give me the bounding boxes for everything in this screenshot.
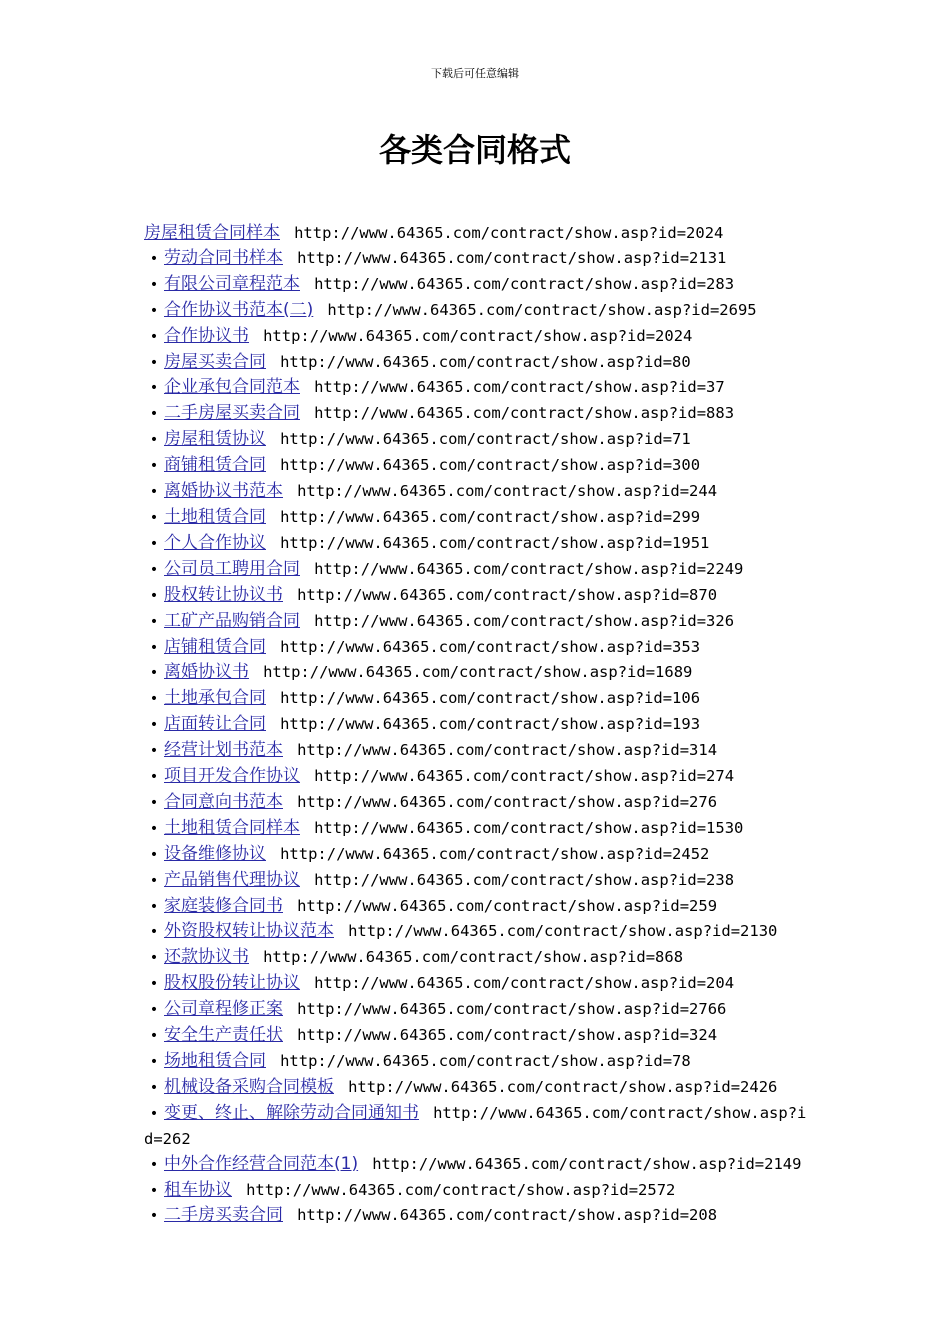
- contract-url: http://www.64365.com/contract/show.asp?id=2452: [280, 844, 710, 863]
- contract-list-item: [144, 324, 814, 350]
- contract-url: http://www.64365.com/contract/show.asp?id=326: [314, 611, 735, 630]
- contract-link[interactable]: 股权转让协议书: [164, 584, 283, 605]
- contract-list-item: [144, 221, 814, 246]
- contract-url: http://www.64365.com/contract/show.asp?id=276: [297, 792, 718, 811]
- bullet-icon: •: [149, 1105, 159, 1122]
- contract-url: http://www.64365.com/contract/show.asp?id=259: [297, 896, 718, 915]
- bullet-icon: •: [149, 613, 159, 630]
- contract-list-item: [144, 790, 814, 816]
- contract-list-item: [144, 894, 814, 920]
- contract-url: http://www.64365.com/contract/show.asp?id=2131: [297, 248, 727, 267]
- contract-list-item: [144, 686, 814, 712]
- contract-link[interactable]: 产品销售代理协议: [164, 869, 300, 890]
- contract-link[interactable]: 变更、终止、解除劳动合同通知书: [164, 1102, 419, 1123]
- bullet-icon: •: [149, 769, 159, 786]
- contract-link[interactable]: 合作协议书: [164, 325, 249, 346]
- bullet-icon: •: [149, 743, 159, 760]
- bullet-icon: •: [149, 535, 159, 552]
- contract-list-item: [144, 1023, 814, 1049]
- contract-list-item: [144, 842, 814, 868]
- bullet-icon: •: [149, 380, 159, 397]
- contract-url: http://www.64365.com/contract/show.asp?id=1530: [314, 818, 744, 837]
- bullet-icon: •: [149, 458, 159, 475]
- bullet-icon: •: [149, 872, 159, 889]
- contract-list-item: [144, 764, 814, 790]
- bullet-icon: •: [149, 276, 159, 293]
- contract-url: http://www.64365.com/contract/show.asp?id=300: [280, 456, 701, 475]
- page-header-note: 下载后可任意编辑: [431, 67, 519, 80]
- contract-list-item: [144, 375, 814, 401]
- bullet-icon: •: [149, 1028, 159, 1045]
- contract-list-item: [144, 246, 814, 272]
- contract-list-item: [144, 945, 814, 971]
- contract-link[interactable]: 中外合作经营合同范本(1): [164, 1153, 359, 1174]
- contract-list-item: [144, 816, 814, 842]
- contract-url: http://www.64365.com/contract/show.asp?id=2024: [263, 326, 693, 345]
- contract-link[interactable]: 公司员工聘用合同: [164, 558, 300, 579]
- contract-url: http://www.64365.com/contract/show.asp?id=71: [280, 430, 691, 449]
- contract-link[interactable]: 机械设备采购合同模板: [164, 1076, 334, 1097]
- contract-list-item: [144, 427, 814, 453]
- contract-url: http://www.64365.com/contract/show.asp?id=106: [280, 689, 701, 708]
- contract-list-item: [144, 868, 814, 894]
- bullet-icon: •: [149, 406, 159, 423]
- bullet-icon: •: [149, 1054, 159, 1070]
- contract-url: http://www.64365.com/contract/show.asp?id=2426: [348, 1077, 778, 1096]
- bullet-icon: •: [149, 665, 159, 682]
- contract-list-item: [144, 557, 814, 583]
- contract-link[interactable]: 土地承包合同: [164, 688, 266, 709]
- contract-list-item: [144, 583, 814, 609]
- bullet-icon: •: [149, 1079, 159, 1096]
- contract-list-item: [144, 635, 814, 661]
- document-title: 各类合同格式: [378, 131, 571, 169]
- contract-url: http://www.64365.com/contract/show.asp?id=299: [280, 507, 701, 526]
- contract-url: http://www.64365.com/contract/show.asp?id=208: [297, 1206, 718, 1225]
- bullet-icon: •: [149, 924, 159, 941]
- contract-link[interactable]: 房屋买卖合同: [164, 351, 266, 372]
- contract-url: http://www.64365.com/contract/show.asp?id=2695: [327, 300, 757, 319]
- contract-link[interactable]: 商铺租赁合同: [164, 455, 266, 476]
- contract-url: http://www.64365.com/contract/show.asp?id=37: [314, 378, 725, 397]
- contract-link[interactable]: 土地租赁合同: [164, 506, 266, 527]
- bullet-icon: •: [149, 587, 159, 604]
- contract-url: http://www.64365.com/contract/show.asp?id=80: [280, 352, 691, 371]
- bullet-icon: •: [149, 432, 159, 449]
- bullet-icon: •: [149, 1156, 159, 1173]
- contract-list-item: [144, 1075, 814, 1101]
- contract-link[interactable]: 公司章程修正案: [164, 999, 283, 1020]
- contract-link[interactable]: 项目开发合作协议: [164, 766, 300, 787]
- contract-url: http://www.64365.com/contract/show.asp?id=244: [297, 482, 718, 501]
- contract-list-item: [144, 738, 814, 764]
- contract-list-item: [144, 479, 814, 505]
- contract-list-item: [144, 1101, 814, 1152]
- contract-link[interactable]: 场地租赁合同: [164, 1051, 266, 1071]
- contract-link[interactable]: 家庭装修合同书: [164, 895, 283, 916]
- contract-url: http://www.64365.com/contract/show.asp?id=883: [314, 404, 735, 423]
- bullet-icon: •: [149, 950, 159, 967]
- bullet-icon: •: [149, 794, 159, 811]
- contract-link[interactable]: 股权股份转让协议: [164, 973, 300, 994]
- contract-list-item: [144, 1178, 814, 1204]
- contract-link[interactable]: 二手房屋买卖合同: [164, 403, 300, 424]
- contract-list-item: [144, 1049, 814, 1075]
- bullet-icon: •: [149, 691, 159, 708]
- bullet-icon: •: [149, 250, 159, 267]
- contract-link[interactable]: 有限公司章程范本: [164, 273, 300, 294]
- contract-link[interactable]: 房屋租赁协议: [164, 429, 266, 450]
- contract-url: http://www.64365.com/contract/show.asp?id=204: [314, 974, 735, 993]
- contract-link[interactable]: 二手房买卖合同: [164, 1205, 283, 1226]
- contract-url: http://www.64365.com/contract/show.asp?id=2249: [314, 559, 744, 578]
- bullet-icon: •: [149, 717, 159, 734]
- contract-link[interactable]: 离婚协议书范本: [164, 481, 283, 502]
- contract-list-item: [144, 350, 814, 376]
- contract-link[interactable]: 经营计划书范本: [164, 740, 283, 761]
- bullet-icon: •: [149, 898, 159, 915]
- contract-list-item: [144, 453, 814, 479]
- contract-link[interactable]: 店面转让合同: [164, 714, 266, 735]
- contract-url: http://www.64365.com/contract/show.asp?id=870: [297, 585, 718, 604]
- contract-list-item: [144, 272, 814, 298]
- bullet-icon: •: [149, 1002, 159, 1019]
- bullet-icon: •: [149, 1208, 159, 1225]
- contract-link[interactable]: 劳动合同书样本: [164, 247, 283, 268]
- bullet-icon: •: [149, 846, 159, 863]
- contract-link[interactable]: 还款协议书: [164, 947, 249, 968]
- contract-link[interactable]: 个人合作协议: [164, 532, 266, 553]
- contract-link[interactable]: 租车协议: [164, 1179, 232, 1200]
- contract-list-item: [144, 505, 814, 531]
- contract-url: http://www.64365.com/contract/show.asp?id=1689: [263, 663, 693, 682]
- contract-url: http://www.64365.com/contract/show.asp?id=193: [280, 715, 701, 734]
- bullet-icon: •: [149, 509, 159, 526]
- bullet-icon: •: [149, 354, 159, 371]
- contract-list-item: [144, 1203, 814, 1229]
- contract-url: http://www.64365.com/contract/show.asp?id=2572: [246, 1180, 676, 1199]
- contract-link[interactable]: 设备维修协议: [164, 843, 266, 864]
- contract-list-item: [144, 531, 814, 557]
- contract-url: http://www.64365.com/contract/show.asp?id=2130: [348, 922, 778, 941]
- bullet-icon: •: [149, 302, 159, 319]
- contract-url: http://www.64365.com/contract/show.asp?id=262: [144, 1103, 807, 1148]
- contract-link[interactable]: 工矿产品购销合同: [164, 610, 300, 631]
- contract-link[interactable]: 合同意向书范本: [164, 791, 283, 812]
- contract-link[interactable]: 企业承包合同范本: [164, 377, 300, 398]
- contract-link[interactable]: 合作协议书范本(二): [164, 299, 314, 320]
- contract-url: http://www.64365.com/contract/show.asp?id=1951: [280, 533, 710, 552]
- contract-url: http://www.64365.com/contract/show.asp?id=2766: [297, 1000, 727, 1019]
- contract-list-item: [144, 712, 814, 738]
- bullet-icon: •: [149, 820, 159, 837]
- contract-link[interactable]: 土地租赁合同样本: [164, 817, 300, 838]
- contract-list-item: [144, 997, 814, 1023]
- contract-url: http://www.64365.com/contract/show.asp?id=238: [314, 870, 735, 889]
- contract-link[interactable]: 房屋租赁合同样本: [144, 223, 280, 243]
- bullet-icon: •: [149, 328, 159, 345]
- bullet-icon: •: [149, 561, 159, 578]
- bullet-icon: •: [149, 1182, 159, 1199]
- contract-url: http://www.64365.com/contract/show.asp?id=314: [297, 741, 718, 760]
- contract-list-item: [144, 401, 814, 427]
- contract-link[interactable]: 外资股权转让协议范本: [164, 921, 334, 942]
- contract-link[interactable]: 店铺租赁合同: [164, 636, 266, 657]
- contract-link[interactable]: 离婚协议书: [164, 662, 249, 683]
- contract-link[interactable]: 安全生产责任状: [164, 1025, 283, 1046]
- bullet-icon: •: [149, 484, 159, 501]
- contract-list-item: [144, 1152, 814, 1178]
- contract-url: http://www.64365.com/contract/show.asp?id=353: [280, 637, 701, 656]
- contract-list-item: [144, 971, 814, 997]
- contract-url: http://www.64365.com/contract/show.asp?id=2024: [294, 224, 724, 242]
- contract-url: http://www.64365.com/contract/show.asp?id=868: [263, 948, 684, 967]
- bullet-icon: •: [149, 976, 159, 993]
- contract-list: [144, 221, 814, 1229]
- contract-url: http://www.64365.com/contract/show.asp?id=274: [314, 767, 735, 786]
- contract-url: http://www.64365.com/contract/show.asp?id=324: [297, 1026, 718, 1045]
- contract-list-item: [144, 919, 814, 945]
- contract-url: http://www.64365.com/contract/show.asp?id=78: [280, 1052, 691, 1070]
- contract-url: http://www.64365.com/contract/show.asp?id=283: [314, 274, 735, 293]
- contract-url: http://www.64365.com/contract/show.asp?id=2149: [372, 1154, 802, 1173]
- contract-list-item: [144, 298, 814, 324]
- contract-list-item: [144, 609, 814, 635]
- bullet-icon: •: [149, 639, 159, 656]
- contract-list-item: [144, 660, 814, 686]
